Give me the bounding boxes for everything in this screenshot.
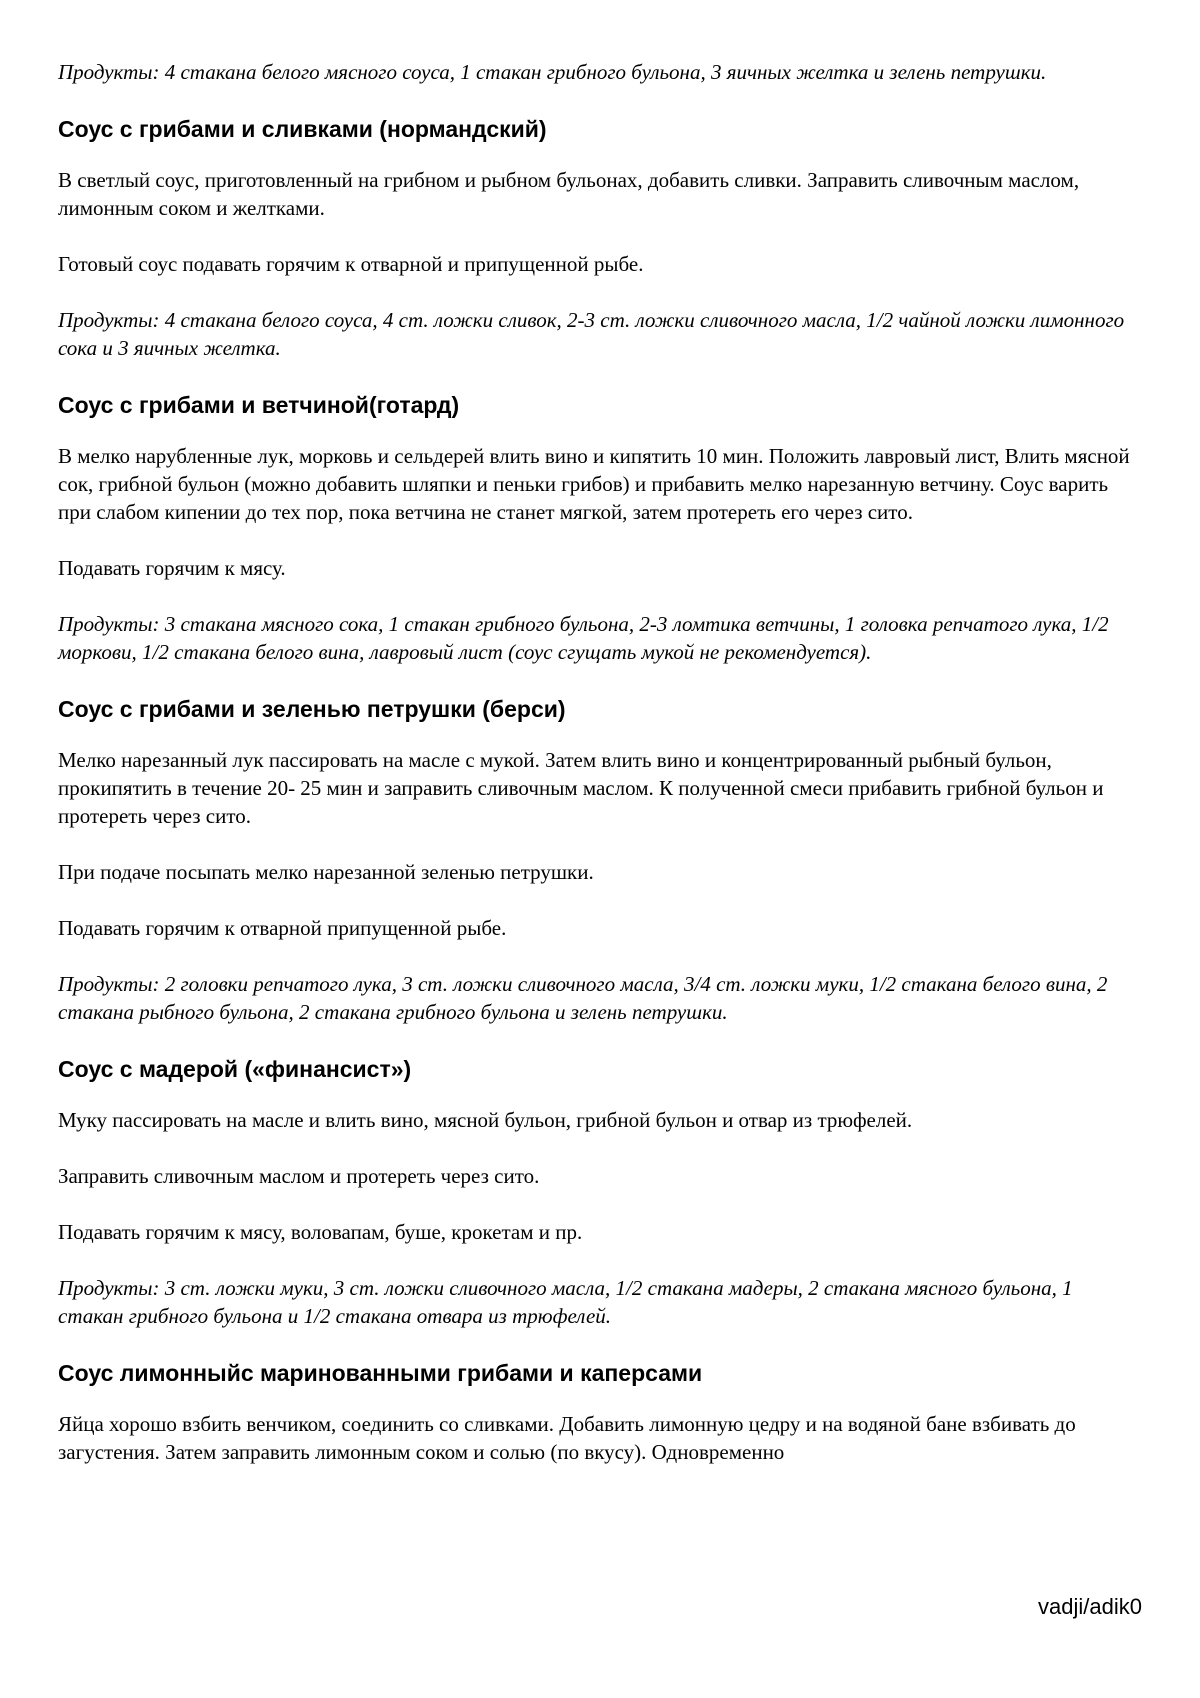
footer-signature: vadji/adik0 [1038, 1594, 1142, 1619]
products-paragraph: Продукты: 4 стакана белого мясного соуса, 1 стакан грибного бульона, 3 яичных желтка и зелень петрушки. [58, 60, 1047, 84]
section-heading: Соус с грибами и сливками (нормандский) [58, 116, 547, 142]
products-paragraph: Продукты: 4 стакана белого соуса, 4 ст. ложки сливок, 2-3 ст. ложки сливочного масла, 1/2 чайной ложки лимонного сока и 3 яичных желтка. [58, 308, 1125, 360]
body-paragraph: Подавать горячим к мясу. [58, 556, 286, 580]
section-heading: Соус с грибами и зеленью петрушки (берси) [58, 696, 566, 722]
body-paragraph: Подавать горячим к мясу, воловапам, буше, крокетам и пр. [58, 1220, 583, 1244]
section-heading: Соус лимонныйс маринованными грибами и каперсами [58, 1360, 703, 1386]
body-paragraph: Заправить сливочным маслом и протереть через сито. [58, 1164, 540, 1188]
document-page [58, 58, 1143, 1494]
body-paragraph: При подаче посыпать мелко нарезанной зеленью петрушки. [58, 860, 594, 884]
products-paragraph: Продукты: 3 стакана мясного сока, 1 стакан грибного бульона, 2-3 ломтика ветчины, 1 головка репчатого лука, 1/2 моркови, 1/2 стакана белого вина, лавровый лист (соус сгущать мукой не рекомендуется). [58, 612, 1109, 664]
body-paragraph: Мелко нарезанный лук пассировать на масле с мукой. Затем влить вино и концентрированный рыбный бульон, прокипятить в течение 20- 25 мин и заправить сливочным маслом. К полученной смеси прибавить грибной бульон и протереть через сито. [58, 748, 1104, 828]
body-paragraph: Яйца хорошо взбить венчиком, соединить со сливками. Добавить лимонную цедру и на водяной бане взбивать до загустения. Затем заправить лимонным соком и солью (по вкусу). Одновременно [58, 1412, 1076, 1464]
body-paragraph: Готовый соус подавать горячим к отварной и припущенной рыбе. [58, 252, 644, 276]
products-paragraph: Продукты: 2 головки репчатого лука, 3 ст. ложки сливочного масла, 3/4 ст. ложки муки, 1/2 стакана белого вина, 2 стакана рыбного бульона, 2 стакана грибного бульона и зелень петрушки. [58, 972, 1108, 1024]
section-heading: Соус с мадерой («финансист») [58, 1056, 412, 1082]
products-paragraph: Продукты: 3 ст. ложки муки, 3 ст. ложки сливочного масла, 1/2 стакана мадеры, 2 стакана мясного бульона, 1 стакан грибного бульона и 1/2 стакана отвара из трюфелей. [58, 1276, 1073, 1328]
body-paragraph: В мелко нарубленные лук, морковь и сельдерей влить вино и кипятить 10 мин. Положить лавровый лист, Влить мясной сок, грибной бульон (можно добавить шляпки и пеньки грибов) и прибавить мелко нарезанную ветчину. Соус варить при слабом кипении до тех пор, пока ветчина не станет мягкой, затем протереть его через сито. [58, 444, 1130, 524]
body-paragraph: Подавать горячим к отварной припущенной рыбе. [58, 916, 507, 940]
body-paragraph: Муку пассировать на масле и влить вино, мясной бульон, грибной бульон и отвар из трюфелей. [58, 1108, 913, 1132]
body-paragraph: В светлый соус, приготовленный на грибном и рыбном бульонах, добавить сливки. Заправить сливочным маслом, лимонным соком и желтками. [58, 168, 1080, 220]
section-heading: Соус с грибами и ветчиной(готард) [58, 392, 460, 418]
